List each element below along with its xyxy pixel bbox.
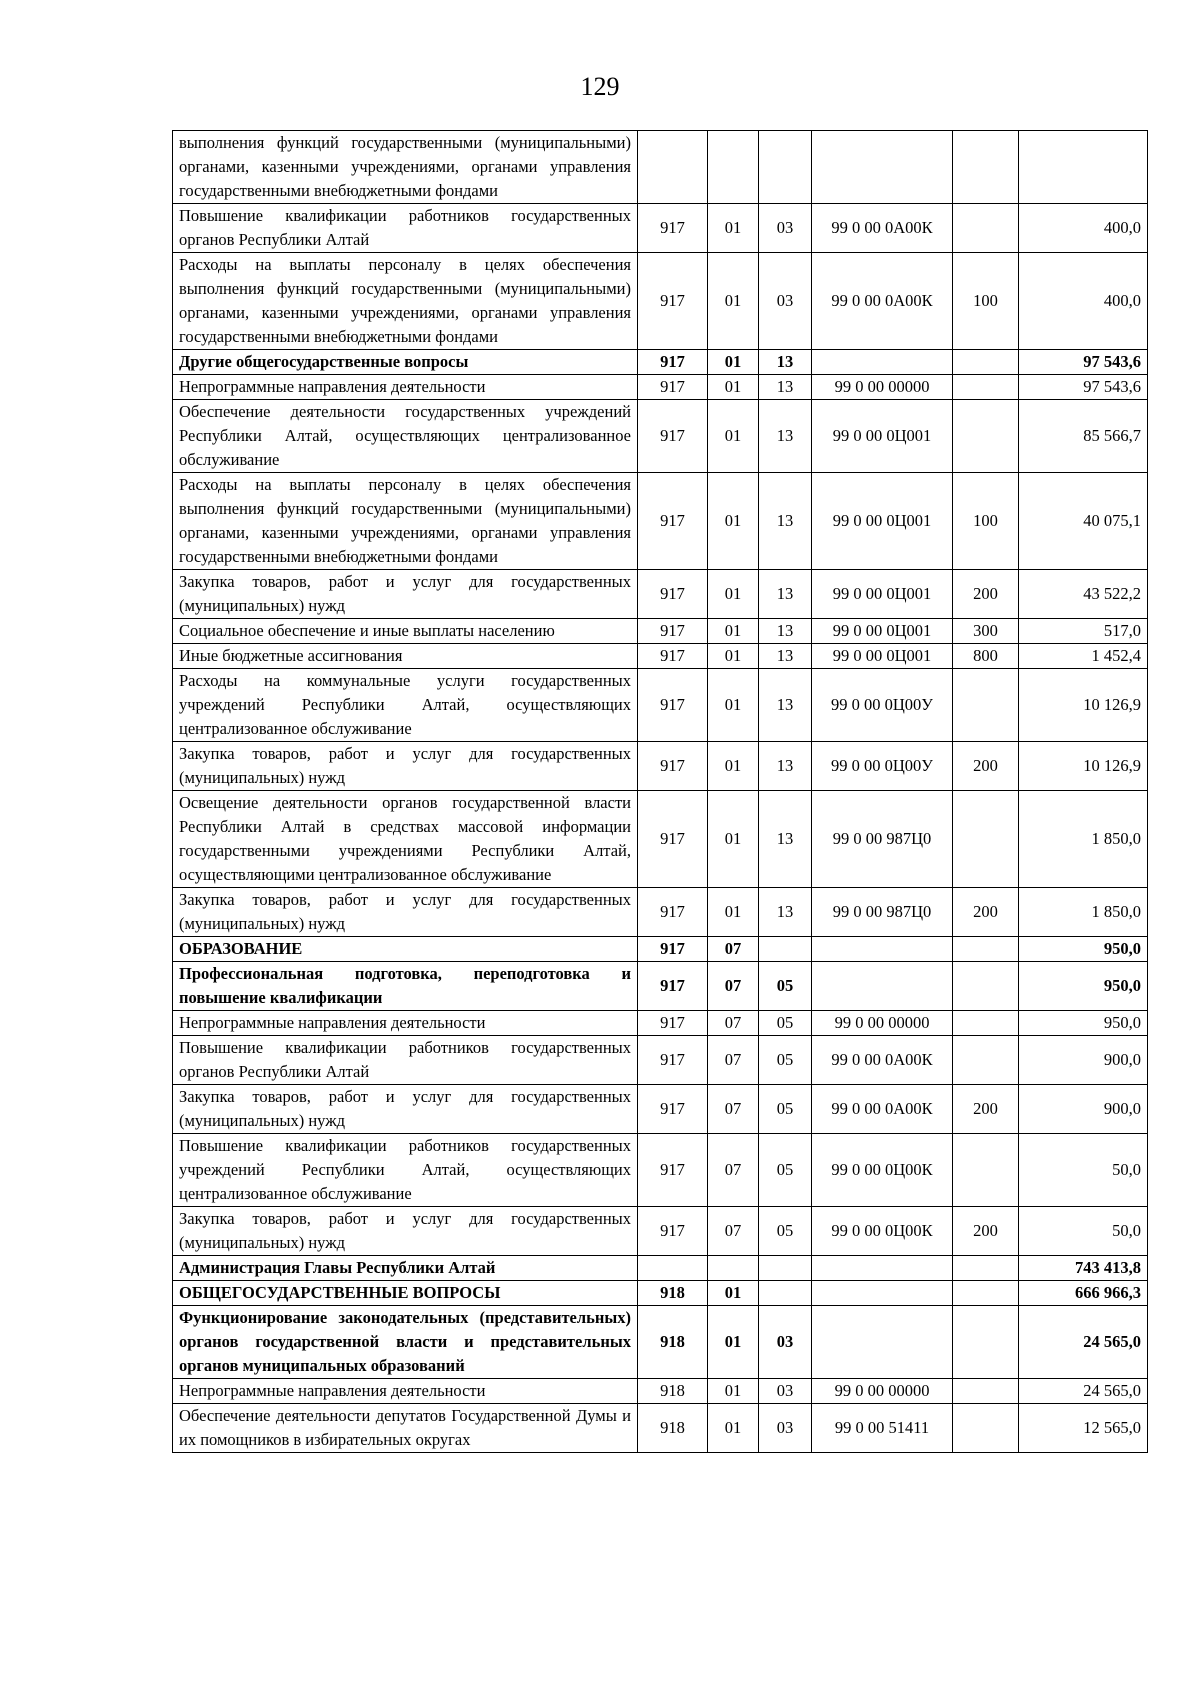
item-name-cell: Администрация Главы Республики Алтай <box>173 1256 638 1281</box>
expense-type-cell <box>953 1134 1019 1207</box>
amount-cell: 43 522,2 <box>1019 570 1148 619</box>
target-article-cell: 99 0 00 987Ц0 <box>812 791 953 888</box>
department-code-cell: 917 <box>638 962 708 1011</box>
expense-type-cell: 200 <box>953 570 1019 619</box>
table-row <box>173 669 1148 742</box>
department-code-cell: 917 <box>638 400 708 473</box>
expense-type-cell <box>953 1404 1019 1453</box>
target-article-cell: 99 0 00 0Ц00К <box>812 1134 953 1207</box>
table-row <box>173 1207 1148 1256</box>
department-code-cell: 917 <box>638 1036 708 1085</box>
subsection-code-cell: 05 <box>759 1036 812 1085</box>
department-code-cell: 917 <box>638 888 708 937</box>
expense-type-cell <box>953 400 1019 473</box>
item-name-cell: Расходы на коммунальные услуги государственных учреждений Республики Алтай, осуществляющих централизованное обслуживание <box>173 669 638 742</box>
target-article-cell: 99 0 00 00000 <box>812 375 953 400</box>
section-code-cell: 01 <box>708 791 759 888</box>
amount-cell: 97 543,6 <box>1019 350 1148 375</box>
section-code-cell <box>708 1256 759 1281</box>
target-article-cell <box>812 350 953 375</box>
section-code-cell: 01 <box>708 204 759 253</box>
table-row <box>173 1256 1148 1281</box>
table-row <box>173 400 1148 473</box>
table-row <box>173 570 1148 619</box>
department-code-cell: 917 <box>638 791 708 888</box>
amount-cell: 950,0 <box>1019 962 1148 1011</box>
expense-type-cell: 200 <box>953 742 1019 791</box>
subsection-code-cell: 05 <box>759 1011 812 1036</box>
budget-table-body <box>173 131 1148 1453</box>
department-code-cell <box>638 131 708 204</box>
item-name-cell: Закупка товаров, работ и услуг для государственных (муниципальных) нужд <box>173 888 638 937</box>
section-code-cell <box>708 131 759 204</box>
amount-cell: 900,0 <box>1019 1036 1148 1085</box>
amount-cell: 1 850,0 <box>1019 888 1148 937</box>
department-code-cell: 917 <box>638 253 708 350</box>
department-code-cell: 917 <box>638 1085 708 1134</box>
target-article-cell: 99 0 00 0Ц001 <box>812 473 953 570</box>
subsection-code-cell <box>759 937 812 962</box>
table-row <box>173 619 1148 644</box>
target-article-cell <box>812 962 953 1011</box>
amount-cell: 12 565,0 <box>1019 1404 1148 1453</box>
section-code-cell: 07 <box>708 1036 759 1085</box>
amount-cell: 1 850,0 <box>1019 791 1148 888</box>
amount-cell: 400,0 <box>1019 204 1148 253</box>
item-name-cell: Расходы на выплаты персоналу в целях обеспечения выполнения функций государственными (муниципальными) органами, казенными учреждениями, органами управления государственными внебюджетными фондами <box>173 473 638 570</box>
expense-type-cell <box>953 1306 1019 1379</box>
table-row <box>173 1306 1148 1379</box>
amount-cell: 10 126,9 <box>1019 742 1148 791</box>
item-name-cell: Непрограммные направления деятельности <box>173 1379 638 1404</box>
target-article-cell: 99 0 00 0А00К <box>812 1036 953 1085</box>
section-code-cell: 01 <box>708 1306 759 1379</box>
subsection-code-cell: 05 <box>759 962 812 1011</box>
expense-type-cell: 100 <box>953 473 1019 570</box>
amount-cell: 97 543,6 <box>1019 375 1148 400</box>
item-name-cell: Непрограммные направления деятельности <box>173 1011 638 1036</box>
expense-type-cell <box>953 1379 1019 1404</box>
expense-type-cell: 800 <box>953 644 1019 669</box>
subsection-code-cell: 13 <box>759 669 812 742</box>
amount-cell: 40 075,1 <box>1019 473 1148 570</box>
budget-table <box>172 130 1148 1453</box>
subsection-code-cell: 13 <box>759 644 812 669</box>
table-row <box>173 473 1148 570</box>
item-name-cell: Расходы на выплаты персоналу в целях обеспечения выполнения функций государственными (муниципальными) органами, казенными учреждениями, органами управления государственными внебюджетными фондами <box>173 253 638 350</box>
subsection-code-cell: 13 <box>759 400 812 473</box>
table-row <box>173 1281 1148 1306</box>
table-row <box>173 888 1148 937</box>
item-name-cell: Иные бюджетные ассигнования <box>173 644 638 669</box>
item-name-cell: Закупка товаров, работ и услуг для государственных (муниципальных) нужд <box>173 570 638 619</box>
amount-cell: 50,0 <box>1019 1207 1148 1256</box>
expense-type-cell: 200 <box>953 888 1019 937</box>
section-code-cell: 07 <box>708 1134 759 1207</box>
section-code-cell: 01 <box>708 1404 759 1453</box>
item-name-cell: Социальное обеспечение и иные выплаты населению <box>173 619 638 644</box>
subsection-code-cell: 13 <box>759 791 812 888</box>
section-code-cell: 07 <box>708 1085 759 1134</box>
expense-type-cell <box>953 1281 1019 1306</box>
department-code-cell: 917 <box>638 1011 708 1036</box>
section-code-cell: 01 <box>708 1281 759 1306</box>
department-code-cell: 918 <box>638 1379 708 1404</box>
amount-cell: 24 565,0 <box>1019 1379 1148 1404</box>
target-article-cell <box>812 1281 953 1306</box>
department-code-cell: 917 <box>638 644 708 669</box>
subsection-code-cell <box>759 1281 812 1306</box>
table-row <box>173 375 1148 400</box>
subsection-code-cell: 13 <box>759 619 812 644</box>
amount-cell: 1 452,4 <box>1019 644 1148 669</box>
subsection-code-cell: 05 <box>759 1085 812 1134</box>
expense-type-cell <box>953 350 1019 375</box>
subsection-code-cell: 13 <box>759 350 812 375</box>
table-row <box>173 131 1148 204</box>
target-article-cell: 99 0 00 51411 <box>812 1404 953 1453</box>
item-name-cell: Обеспечение деятельности государственных учреждений Республики Алтай, осуществляющих централизованное обслуживание <box>173 400 638 473</box>
item-name-cell: Профессиональная подготовка, переподготовка и повышение квалификации <box>173 962 638 1011</box>
amount-cell: 517,0 <box>1019 619 1148 644</box>
subsection-code-cell: 03 <box>759 1404 812 1453</box>
amount-cell: 950,0 <box>1019 1011 1148 1036</box>
item-name-cell: Повышение квалификации работников государственных органов Республики Алтай <box>173 1036 638 1085</box>
expense-type-cell <box>953 204 1019 253</box>
section-code-cell: 07 <box>708 1207 759 1256</box>
expense-type-cell: 200 <box>953 1207 1019 1256</box>
table-row <box>173 1404 1148 1453</box>
target-article-cell: 99 0 00 987Ц0 <box>812 888 953 937</box>
item-name-cell: Повышение квалификации работников государственных учреждений Республики Алтай, осуществляющих централизованное обслуживание <box>173 1134 638 1207</box>
subsection-code-cell: 03 <box>759 253 812 350</box>
subsection-code-cell: 05 <box>759 1134 812 1207</box>
section-code-cell: 07 <box>708 962 759 1011</box>
subsection-code-cell: 03 <box>759 1379 812 1404</box>
item-name-cell: Закупка товаров, работ и услуг для государственных (муниципальных) нужд <box>173 1207 638 1256</box>
department-code-cell: 917 <box>638 669 708 742</box>
page-number: 129 <box>580 72 620 101</box>
amount-cell: 400,0 <box>1019 253 1148 350</box>
section-code-cell: 01 <box>708 473 759 570</box>
target-article-cell: 99 0 00 0А00К <box>812 253 953 350</box>
subsection-code-cell <box>759 131 812 204</box>
amount-cell: 24 565,0 <box>1019 1306 1148 1379</box>
expense-type-cell: 100 <box>953 253 1019 350</box>
subsection-code-cell: 13 <box>759 888 812 937</box>
subsection-code-cell: 05 <box>759 1207 812 1256</box>
expense-type-cell: 300 <box>953 619 1019 644</box>
department-code-cell: 917 <box>638 375 708 400</box>
expense-type-cell <box>953 937 1019 962</box>
section-code-cell: 01 <box>708 253 759 350</box>
expense-type-cell <box>953 1011 1019 1036</box>
table-row <box>173 1011 1148 1036</box>
target-article-cell <box>812 937 953 962</box>
item-name-cell: Освещение деятельности органов государственной власти Республики Алтай в средствах массовой информации государственными учреждениями Республики Алтай, осуществляющими централизованное обслуживание <box>173 791 638 888</box>
table-row <box>173 1036 1148 1085</box>
section-code-cell: 01 <box>708 669 759 742</box>
item-name-cell: ОБРАЗОВАНИЕ <box>173 937 638 962</box>
department-code-cell: 917 <box>638 570 708 619</box>
table-row <box>173 742 1148 791</box>
subsection-code-cell: 13 <box>759 570 812 619</box>
section-code-cell: 07 <box>708 937 759 962</box>
target-article-cell: 99 0 00 0А00К <box>812 1085 953 1134</box>
department-code-cell: 917 <box>638 742 708 791</box>
department-code-cell: 917 <box>638 937 708 962</box>
subsection-code-cell: 13 <box>759 375 812 400</box>
subsection-code-cell <box>759 1256 812 1281</box>
item-name-cell: Закупка товаров, работ и услуг для государственных (муниципальных) нужд <box>173 1085 638 1134</box>
department-code-cell: 917 <box>638 473 708 570</box>
target-article-cell: 99 0 00 0Ц00К <box>812 1207 953 1256</box>
target-article-cell: 99 0 00 0Ц001 <box>812 400 953 473</box>
subsection-code-cell: 03 <box>759 1306 812 1379</box>
table-row <box>173 962 1148 1011</box>
expense-type-cell <box>953 1256 1019 1281</box>
expense-type-cell <box>953 375 1019 400</box>
amount-cell: 666 966,3 <box>1019 1281 1148 1306</box>
table-row <box>173 253 1148 350</box>
expense-type-cell <box>953 1036 1019 1085</box>
department-code-cell: 918 <box>638 1281 708 1306</box>
target-article-cell <box>812 1256 953 1281</box>
department-code-cell: 917 <box>638 1207 708 1256</box>
amount-cell: 50,0 <box>1019 1134 1148 1207</box>
section-code-cell: 07 <box>708 1011 759 1036</box>
expense-type-cell: 200 <box>953 1085 1019 1134</box>
department-code-cell: 917 <box>638 1134 708 1207</box>
section-code-cell: 01 <box>708 888 759 937</box>
table-row <box>173 204 1148 253</box>
amount-cell: 10 126,9 <box>1019 669 1148 742</box>
department-code-cell <box>638 1256 708 1281</box>
department-code-cell: 918 <box>638 1404 708 1453</box>
table-row <box>173 644 1148 669</box>
section-code-cell: 01 <box>708 644 759 669</box>
table-row <box>173 937 1148 962</box>
section-code-cell: 01 <box>708 1379 759 1404</box>
expense-type-cell <box>953 791 1019 888</box>
table-row <box>173 1085 1148 1134</box>
expense-type-cell <box>953 131 1019 204</box>
target-article-cell: 99 0 00 0Ц001 <box>812 644 953 669</box>
target-article-cell <box>812 131 953 204</box>
section-code-cell: 01 <box>708 375 759 400</box>
item-name-cell: Закупка товаров, работ и услуг для государственных (муниципальных) нужд <box>173 742 638 791</box>
department-code-cell: 917 <box>638 619 708 644</box>
target-article-cell: 99 0 00 0Ц00У <box>812 742 953 791</box>
amount-cell: 743 413,8 <box>1019 1256 1148 1281</box>
table-row <box>173 1379 1148 1404</box>
amount-cell: 85 566,7 <box>1019 400 1148 473</box>
expense-type-cell <box>953 669 1019 742</box>
subsection-code-cell: 13 <box>759 473 812 570</box>
target-article-cell: 99 0 00 00000 <box>812 1011 953 1036</box>
target-article-cell: 99 0 00 0А00К <box>812 204 953 253</box>
section-code-cell: 01 <box>708 400 759 473</box>
item-name-cell: Повышение квалификации работников государственных органов Республики Алтай <box>173 204 638 253</box>
subsection-code-cell: 13 <box>759 742 812 791</box>
table-row <box>173 791 1148 888</box>
item-name-cell: Функционирование законодательных (представительных) органов государственной власти и представительных органов муниципальных образований <box>173 1306 638 1379</box>
table-row <box>173 350 1148 375</box>
section-code-cell: 01 <box>708 742 759 791</box>
item-name-cell: Непрограммные направления деятельности <box>173 375 638 400</box>
item-name-cell: Обеспечение деятельности депутатов Государственной Думы и их помощников в избирательных округах <box>173 1404 638 1453</box>
subsection-code-cell: 03 <box>759 204 812 253</box>
item-name-cell: Другие общегосударственные вопросы <box>173 350 638 375</box>
amount-cell: 900,0 <box>1019 1085 1148 1134</box>
amount-cell <box>1019 131 1148 204</box>
item-name-cell: ОБЩЕГОСУДАРСТВЕННЫЕ ВОПРОСЫ <box>173 1281 638 1306</box>
item-name-cell: выполнения функций государственными (муниципальными) органами, казенными учреждениями, органами управления государственными внебюджетными фондами <box>173 131 638 204</box>
target-article-cell: 99 0 00 00000 <box>812 1379 953 1404</box>
target-article-cell: 99 0 00 0Ц001 <box>812 570 953 619</box>
department-code-cell: 917 <box>638 350 708 375</box>
amount-cell: 950,0 <box>1019 937 1148 962</box>
section-code-cell: 01 <box>708 570 759 619</box>
expense-type-cell <box>953 962 1019 1011</box>
section-code-cell: 01 <box>708 350 759 375</box>
department-code-cell: 917 <box>638 204 708 253</box>
target-article-cell: 99 0 00 0Ц00У <box>812 669 953 742</box>
section-code-cell: 01 <box>708 619 759 644</box>
target-article-cell <box>812 1306 953 1379</box>
target-article-cell: 99 0 00 0Ц001 <box>812 619 953 644</box>
department-code-cell: 918 <box>638 1306 708 1379</box>
table-row <box>173 1134 1148 1207</box>
